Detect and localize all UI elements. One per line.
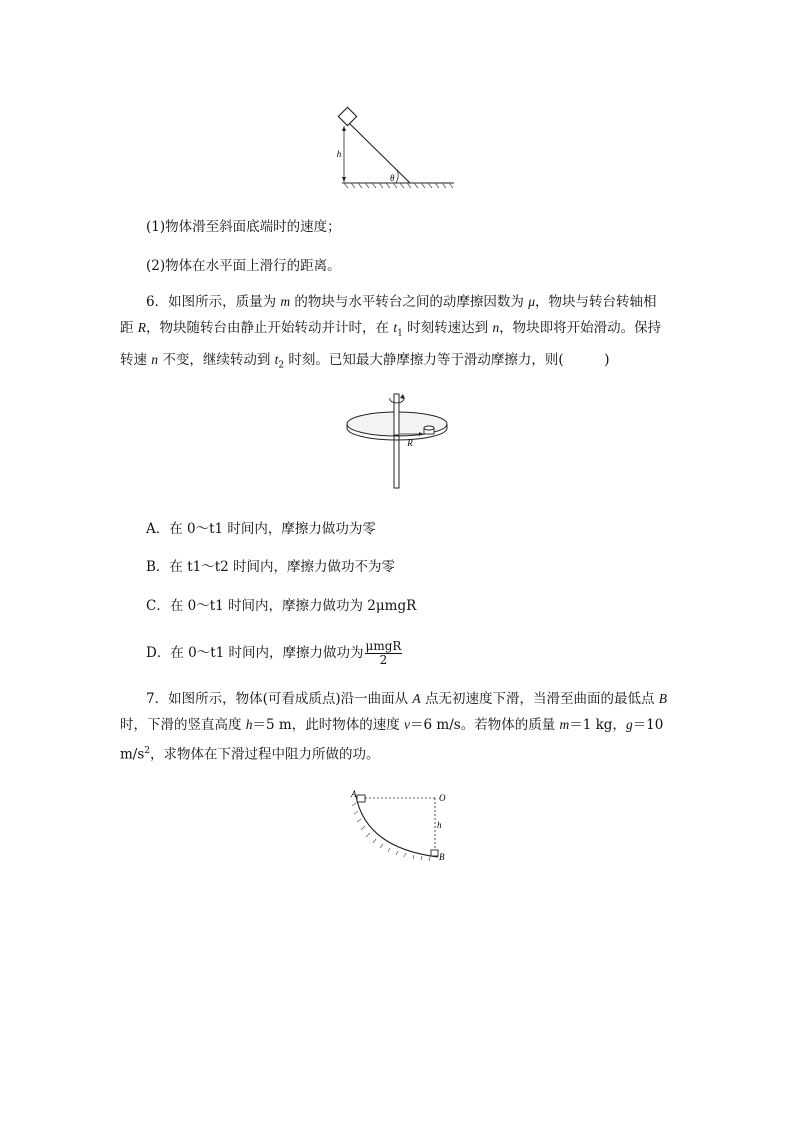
block — [338, 107, 356, 125]
radius-label: R — [407, 438, 413, 448]
block-a — [357, 795, 365, 802]
label-b: B — [439, 852, 445, 862]
incline-figure — [330, 104, 460, 190]
q6-option-a: A．在 0～t1 时间内，摩擦力做功为零 — [146, 521, 376, 537]
label-o: O — [439, 793, 446, 803]
q5-sub2: (2)物体在水平面上滑行的距离。 — [146, 258, 341, 274]
fraction: $\frac{\text{μmgR}}{2}$ — [365, 639, 402, 667]
ground-hatching — [344, 183, 453, 188]
label-h: h — [437, 820, 442, 830]
curved-surface — [356, 796, 438, 857]
block-b — [431, 850, 438, 856]
surface-hatching — [352, 803, 430, 861]
axis-shaft — [394, 394, 399, 435]
q5-sub1: (1)物体滑至斜面底端时的速度； — [146, 219, 341, 235]
q6-option-c: C．在 0～t1 时间内，摩擦力做功为 2μmgR — [146, 598, 417, 614]
block — [424, 426, 434, 430]
height-label: h — [336, 149, 342, 159]
q6-stem: 6．如图所示，质量为 m 的物块与水平转台之间的动摩擦因数为 μ，物块与转台转轴相 距 R，物块随转台由静止开始转动并计时，在 $t_1$ 时刻转速达到 n，物块即将开始滑动。保持 转速 n 不变，继续转动到 $t_2$ 时刻。已知最大静摩擦力等于滑动摩擦力，则( ) — [120, 294, 662, 371]
q7-stem: 7．如图所示，物体(可看成质点)沿一曲面从 A 点无初速度下滑，当滑至曲面的最低点 B 时，下滑的竖直高度 h＝5 m，此时物体的速度 v＝6 m/s。若物体的质量 m＝1 kg，g＝10 $m/s^2$，求物体在下滑过程中阻力所做的功。 — [120, 691, 668, 763]
incline-surface — [350, 124, 410, 183]
q6-option-b: B．在 t1～t2 时间内，摩擦力做功不为零 — [146, 559, 396, 575]
angle-label: θ — [390, 173, 395, 183]
label-a: A — [351, 789, 357, 799]
q6-option-d: D．在 0～t1 时间内，摩擦力做功为 $\frac{\text{μmgR}}{2}$ — [146, 639, 402, 667]
curve-figure — [342, 786, 450, 870]
turntable-figure — [338, 388, 456, 490]
